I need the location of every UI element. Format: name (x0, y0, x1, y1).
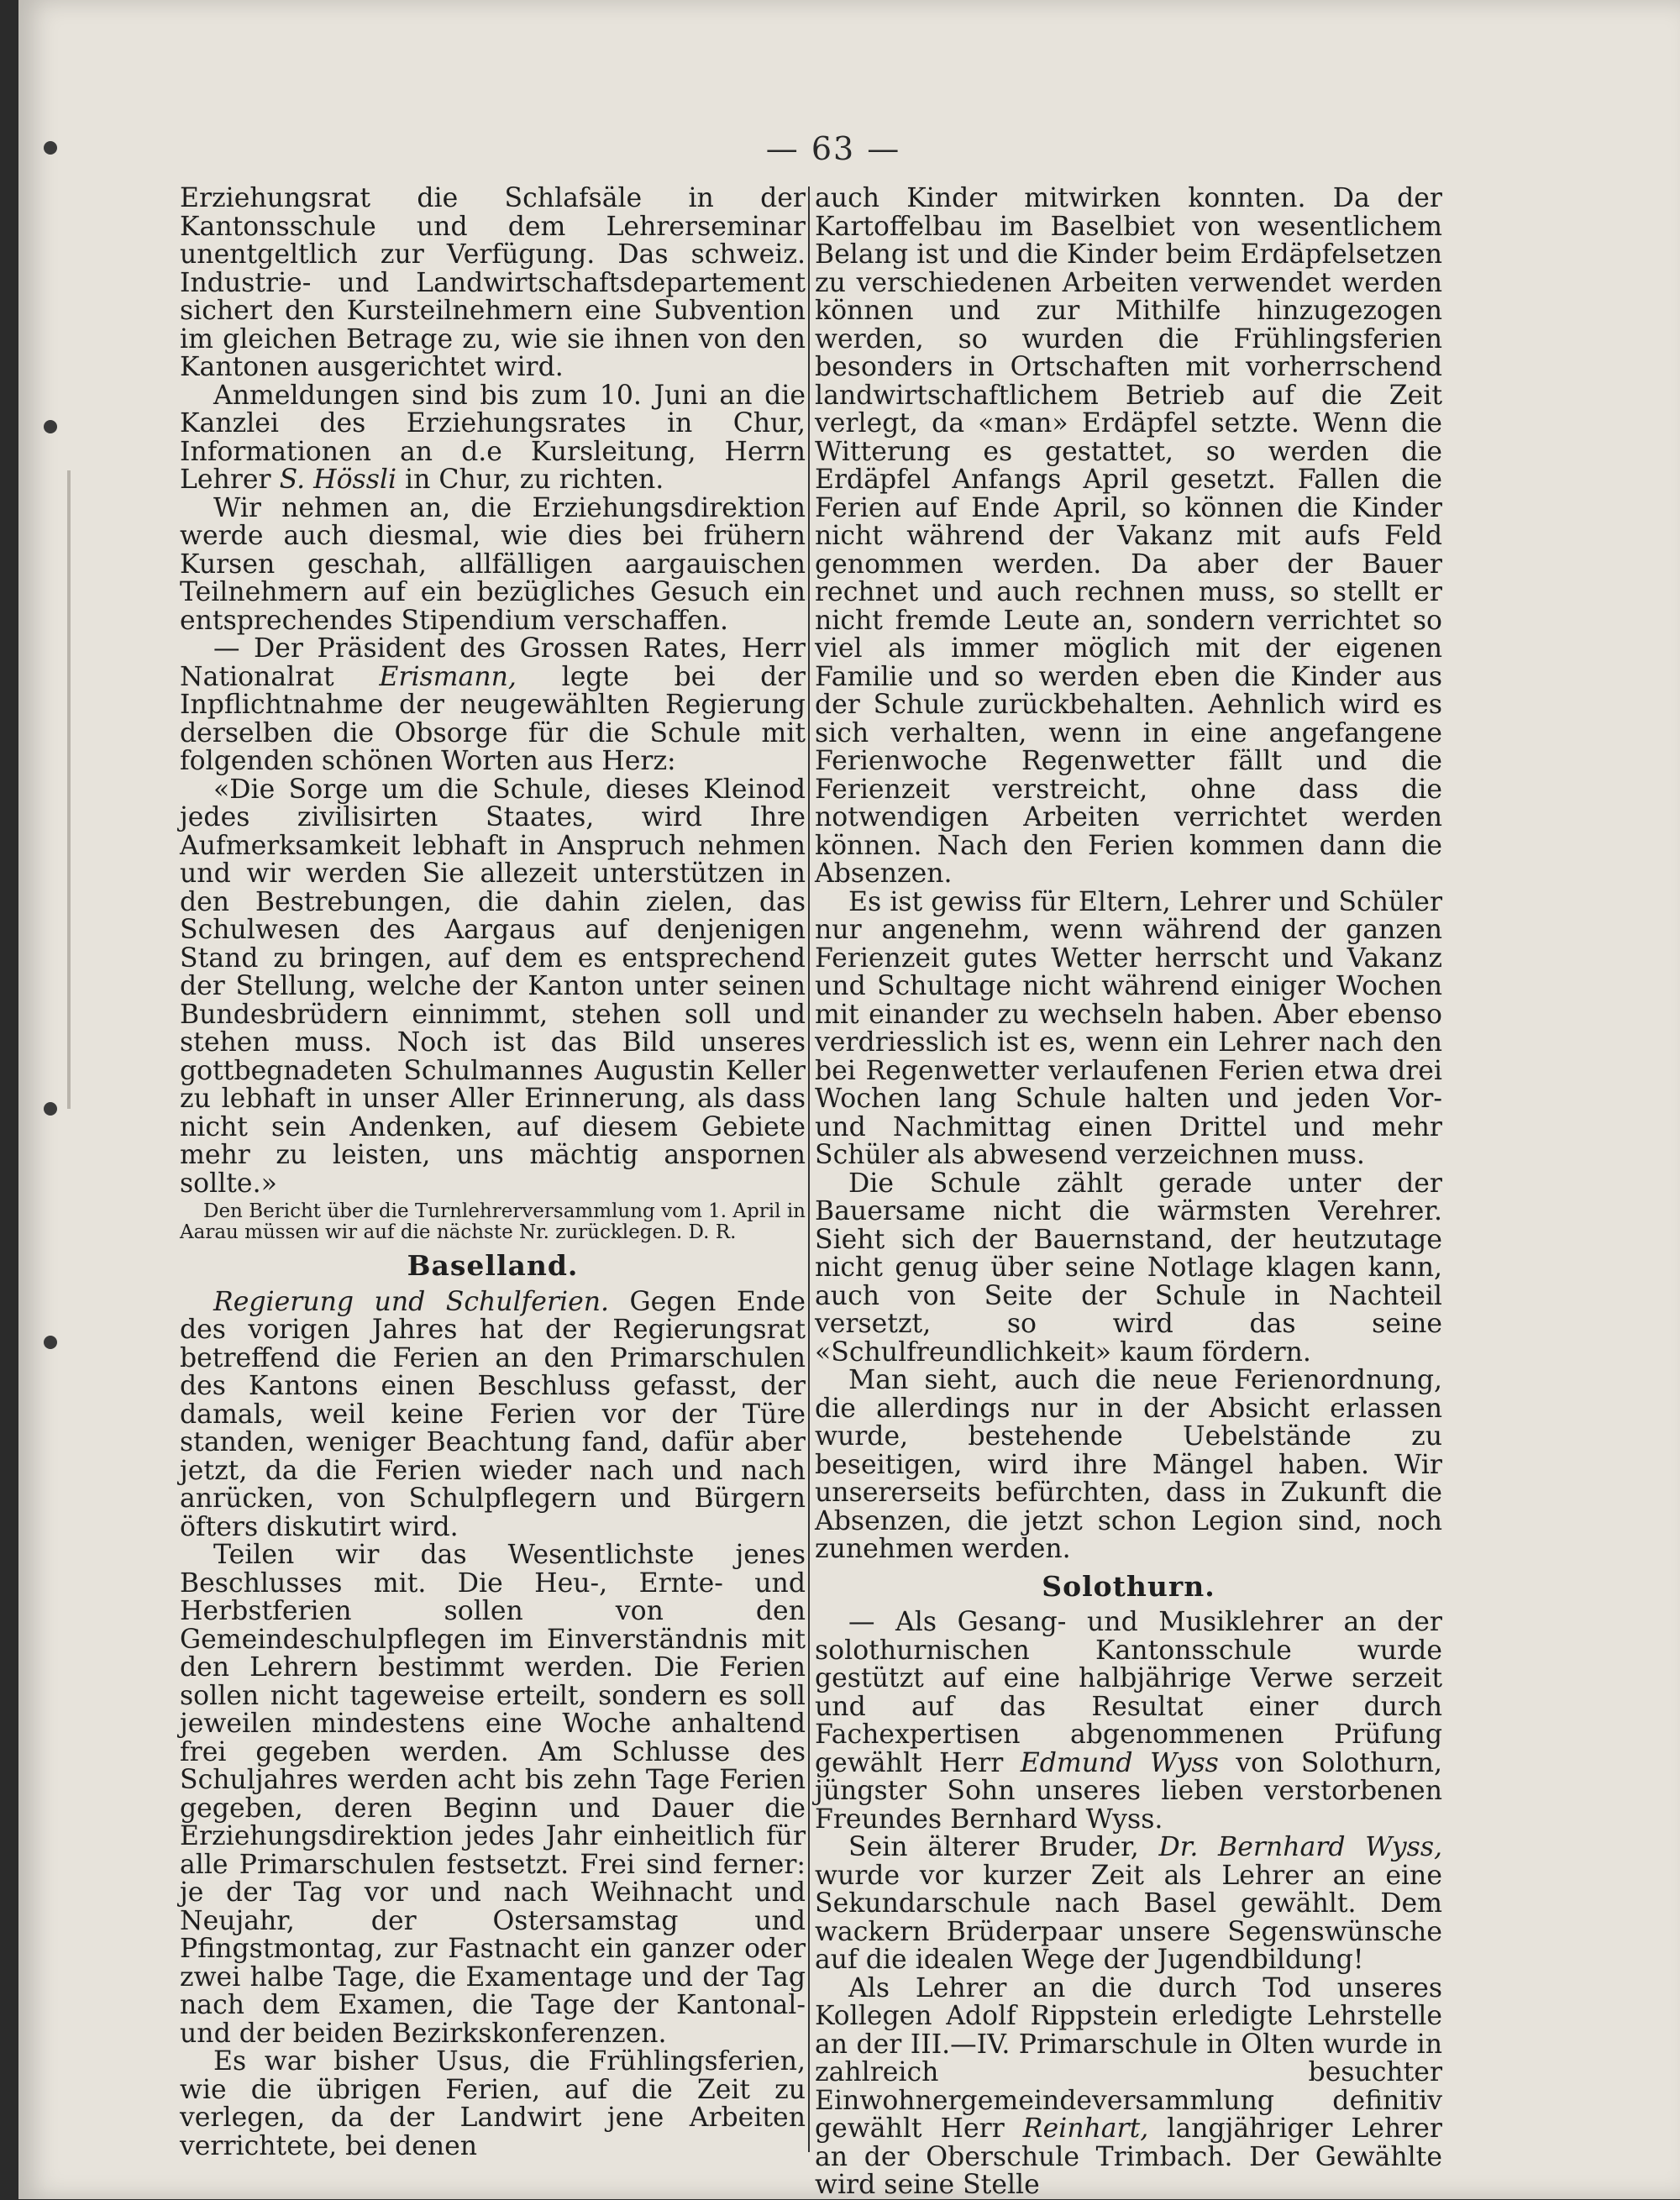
person-name: S. Hössli (279, 465, 397, 495)
paragraph: Teilen wir das Wesentlichste jenes Beschlusses mit. Die Heu-, Ernte- und Herbstferien sollen von den Gemeindeschulpflegen im Einverständnis mit den Lehrern bestimmt werden. Die Ferien sollen nicht tageweise erteilt, sondern es soll jeweilen mindestens eine Woche anhaltend frei gegeben werden. Am Schlusse des Schuljahres werden acht bis zehn Tage Ferien gegeben, deren Beginn und Dauer die Erziehungsdirektion jedes Jahr einheitlich für alle Primarschulen festsetzt. Frei sind ferner: je der Tag vor und nach Weihnacht und Neujahr, der Ostersamstag und Pfingstmontag, zur Fastnacht ein ganzer oder zwei halbe Tage, die Examentage und der Tag nach dem Examen, die Tage der Kantonal- und der beiden Bezirkskonferenzen. (180, 1540, 806, 2049)
text-run: von Solothurn, jüngster Sohn unseres lieben verstorbenen Freundes Bernhard Wyss. (815, 1747, 1443, 1835)
section-heading-solothurn: Solothurn. (1042, 1569, 1215, 1603)
text-run: in Chur, zu richten. (396, 465, 664, 495)
binding-edge (67, 470, 71, 1109)
person-name: Erismann, (379, 661, 517, 692)
editorial-note: Den Bericht über die Turnlehrerversammlung vom 1. April in Aarau müssen wir auf die nächste Nr. zurücklegen. D. R. (180, 1200, 806, 1243)
section-heading-baselland: Baselland. (407, 1249, 579, 1282)
paragraph: Es war bisher Usus, die Frühlingsferien, wie die übrigen Ferien, auf die Zeit zu verlegen, da der Landwirt jene Arbeiten verrichtete, bei denen (180, 2046, 806, 2161)
paragraph (180, 382, 806, 495)
paragraph (180, 635, 806, 776)
page-number: — 63 — (765, 130, 901, 167)
paragraph: Wir nehmen an, die Erziehungsdirektion werde auch diesmal, wie dies bei frühern Kursen geschah, allfälligen aargauischen Teilnehmern auf ein bezügliches Gesuch ein entsprechendes Stipendium verschaffen. (180, 492, 806, 636)
punch-hole (44, 1102, 57, 1116)
text-run: langjähriger Lehrer an der Oberschule Trimbach. Der Gewählte wird seine Stelle (815, 2113, 1442, 2200)
paragraph (180, 1286, 806, 1542)
paragraph (815, 1834, 1442, 1975)
punch-hole (44, 1336, 57, 1349)
paragraph: Die Schule zählt gerade unter der Bauersame nicht die wärmsten Verehrer. Sieht sich der Bauernstand, der heutzutage nicht genug über seine Notlage klagen kann, auch von Seite der Schule in Nachteil versetzt, so wird das seine «Schulfreundlichkeit» kaum fördern. (815, 1168, 1442, 1368)
text-run: — Als Gesang- und Musiklehrer an der solothurnischen Kantonsschule wurde gestützt auf eine halbjährige Verwe serzeit und auf das Resultat einer durch Fachexpertisen abgenommenen Prüfung gewählt Herr (815, 1607, 1442, 1778)
paragraph: auch Kinder mitwirken konnten. Da der Kartoffelbau im Baselbiet von wesentlichem Belang ist und die Kinder beim Erdäpfelsetzen zu verschiedenen Arbeiten verwendet werden können und zur Mithilfe hinzugezogen werden, so wurden die Frühlingsferien besonders in Ortschaften mit vorherrschend landwirtschaftlichem Betrieb auf die Zeit verlegt, da «man» Erdäpfel setzte. Wenn die Witterung es gestattet, so werden die Erdäpfel Anfangs April gesetzt. Fallen die Ferien auf Ende April, so können die Kinder nicht während der Vakanz mit aufs Feld genommen werden. Da aber der Bauer rechnet und auch rechnen muss, so stellt er nicht fremde Leute an, sondern verrichtet so viel als immer möglich mit der eigenen Familie und so werden eben die Kinder aus der Schule zurückbehalten. Aehnlich wird es sich verhalten, wenn in eine angefangene Ferienwoche Regenwetter fällt und die Ferienzeit verstreicht, ohne dass die notwendigen Arbeiten verrichtet werden können. Nach den Ferien kommen dann die Absenzen. (815, 183, 1442, 889)
text-run: Als Lehrer an die durch Tod unseres Kollegen Adolf Rippstein erledigte Lehrstelle an der III.—IV. Primarschule in Olten wurde in zahlreich besuchter Einwohnergemeindeversammlung definitiv gewählt Herr (815, 1972, 1442, 2144)
paragraph (815, 1972, 1442, 2200)
text-run: legte bei der Inpflichtnahme der neugewählten Regierung derselben die Obsorge für die Schule mit folgenden schönen Worten aus Herz: (180, 661, 806, 776)
newspaper-page (18, 0, 1680, 2199)
text-run: wurde vor kurzer Zeit als Lehrer an eine Sekundarschule nach Basel gewählt. Dem wackern Brüderpaar unsere Segenswünsche auf die idealen Wege der Jugendbildung! (815, 1860, 1442, 1975)
person-name: Dr. Bernhard Wyss, (1158, 1832, 1443, 1862)
right-column (815, 185, 1442, 2200)
paragraph (815, 1609, 1442, 1834)
person-name: Reinhart, (1022, 2113, 1149, 2144)
article-title: Regierung und Schulferien. (213, 1286, 610, 1317)
left-column (180, 185, 806, 2161)
text-run: Gegen Ende des vorigen Jahres hat der Regierungsrat betreffend die Ferien an den Primarschulen des Kantons einen Beschluss gefasst, der damals, weil keine Ferien vor der Türe standen, weniger Beachtung fand, dafür aber jetzt, da die Ferien wieder nach und nach anrücken, von Schulpflegern und Bürgern öfters diskutirt wird. (180, 1286, 806, 1542)
paragraph: Erziehungsrat die Schlafsäle in der Kantonsschule und dem Lehrerseminar unentgeltlich zur Verfügung. Das schweiz. Industrie- und Landwirtschaftsdepartement sichert den Kursteilnehmern eine Subvention im gleichen Betrage zu, wie sie ihnen von den Kantonen ausgerichtet wird. (180, 183, 806, 382)
text-run: Sein älterer Bruder, (848, 1832, 1159, 1862)
punch-hole (44, 141, 57, 155)
person-name: Edmund Wyss (1020, 1747, 1219, 1778)
text-run: — Der Präsident des Grossen Rates, Herr Nationalrat (180, 633, 806, 692)
punch-hole (44, 420, 57, 433)
column-divider (808, 186, 810, 2152)
paragraph: Es ist gewiss für Eltern, Lehrer und Schüler nur angenehm, wenn während der ganzen Ferienzeit gutes Wetter herrscht und Vakanz und Schultage nicht während einiger Wochen mit einander zu wechseln haben. Aber ebenso verdriesslich ist es, wenn ein Lehrer nach den bei Regenwetter verlaufenen Ferien etwa drei Wochen lang Schule halten und jeden Vor- und Nachmittag einen Drittel und mehr Schüler als abwesend verzeichnen muss. (815, 886, 1442, 1170)
text-run: Anmeldungen sind bis zum 10. Juni an die Kanzlei des Erziehungsrates in Chur, Informationen an d.e Kursleitung, Herrn Lehrer (180, 380, 806, 495)
quotation: «Die Sorge um die Schule, dieses Kleinod jedes zivilisirten Staates, wird Ihre Aufmerksamkeit lebhaft in Anspruch nehmen und wir werden Sie allezeit unterstützen in den Bestrebungen, die dahin zielen, das Schulwesen des Aargaus auf denjenigen Stand zu bringen, auf dem es entsprechend der Stellung, welche der Kanton unter seinen Bundesbrüdern einnimmt, stehen soll und stehen muss. Noch ist das Bild unseres gottbegnadeten Schulmannes Augustin Keller zu lebhaft in unser Aller Erinnerung, als dass nicht sein Andenken, auf diesem Gebiete mehr zu leisten, uns mächtig anspornen sollte.» (180, 774, 806, 1199)
paragraph: Man sieht, auch die neue Ferienordnung, die allerdings nur in der Absicht erlassen wurde, bestehende Uebelstände zu beseitigen, wird ihre Mängel haben. Wir unsererseits befürchten, dass in Zukunft die Absenzen, die jetzt schon Legion sind, noch zunehmen werden. (815, 1365, 1442, 1564)
